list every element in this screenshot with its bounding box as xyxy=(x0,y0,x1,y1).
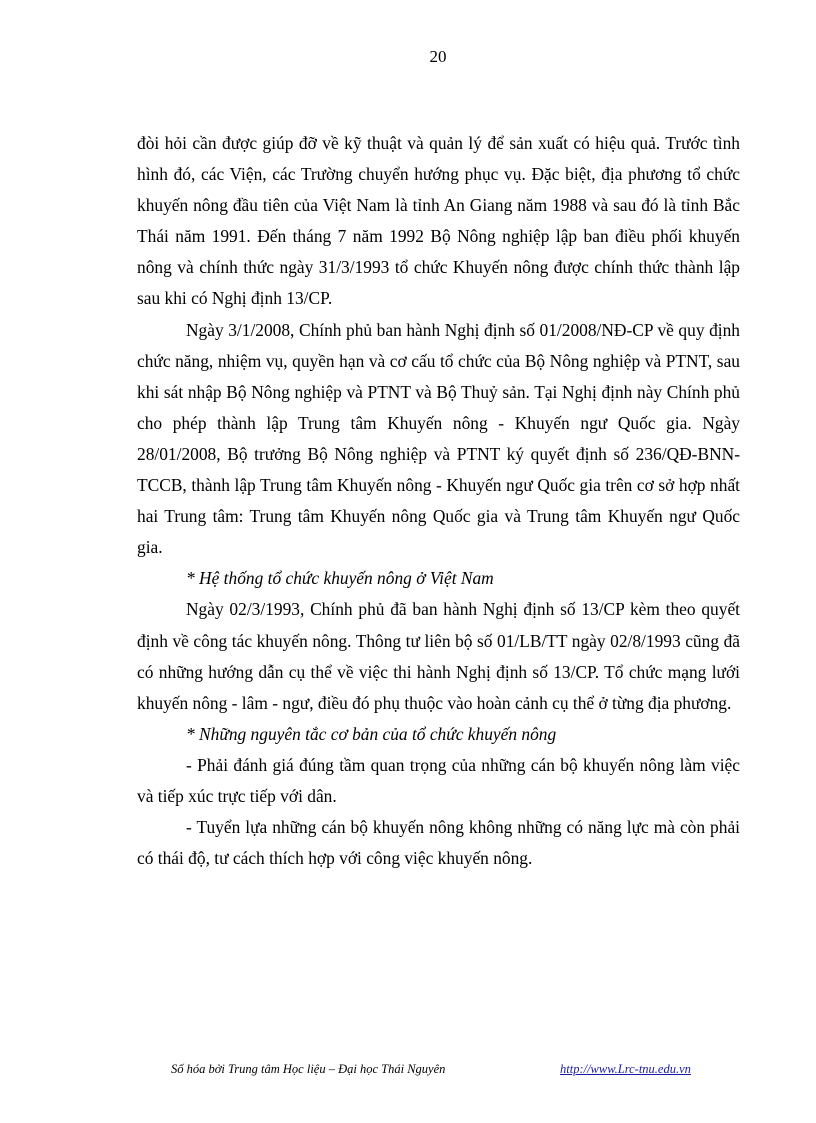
page-number: 20 xyxy=(429,47,447,66)
footer-website-link[interactable]: http://www.Lrc-tnu.edu.vn xyxy=(560,1062,691,1076)
section-heading-principles: * Những nguyên tắc cơ bản của tổ chức khuyến nông xyxy=(186,723,557,744)
list-item-principle-2: - Tuyển lựa những cán bộ khuyến nông không những có năng lực mà còn phải có thái độ, tư cách thích hợp với công việc khuyến nông. xyxy=(137,817,740,869)
document-body xyxy=(137,128,740,874)
section-heading-extension-system: * Hệ thống tổ chức khuyến nông ở Việt Nam xyxy=(186,568,494,589)
page-footer xyxy=(0,1060,816,1080)
footer-digitization-credit: Số hóa bởi Trung tâm Học liệu – Đại học Thái Nguyên xyxy=(171,1062,446,1076)
list-item-principle-1: - Phải đánh giá đúng tầm quan trọng của những cán bộ khuyến nông làm việc và tiếp xúc trực tiếp với dân. xyxy=(137,754,740,806)
paragraph-decree-1993: Ngày 02/3/1993, Chính phủ đã ban hành Nghị định số 13/CP kèm theo quyết định về công tác khuyến nông. Thông tư liên bộ số 01/LB/TT ngày 02/8/1993 cũng đã có những hướng dẫn cụ thể về việc thi hành Nghị định số 13/CP. Tổ chức mạng lưới khuyến nông - lâm - ngư, điều đó phụ thuộc vào hoàn cảnh cụ thể ở từng địa phương. xyxy=(137,599,740,713)
paragraph-decree-2008: Ngày 3/1/2008, Chính phủ ban hành Nghị định số 01/2008/NĐ-CP về quy định chức năng, nhiệm vụ, quyền hạn và cơ cấu tổ chức của Bộ Nông nghiệp và PTNT, sau khi sát nhập Bộ Nông nghiệp và PTNT và Bộ Thuỷ sản. Tại Nghị định này Chính phủ cho phép thành lập Trung tâm Khuyến nông - Khuyến ngư Quốc gia. Ngày 28/01/2008, Bộ trưởng Bộ Nông nghiệp và PTNT ký quyết định số 236/QĐ-BNN-TCCB, thành lập Trung tâm Khuyến nông - Khuyến ngư Quốc gia trên cơ sở hợp nhất hai Trung tâm: Trung tâm Khuyến nông Quốc gia và Trung tâm Khuyến ngư Quốc gia. xyxy=(137,319,740,558)
paragraph-continuation: đòi hỏi cần được giúp đỡ về kỹ thuật và quản lý để sản xuất có hiệu quả. Trước tình hình đó, các Viện, các Trường chuyển hướng phục vụ. Đặc biệt, địa phương tổ chức khuyến nông đầu tiên của Việt Nam là tỉnh An Giang năm 1988 và sau đó là tỉnh Bắc Thái năm 1991. Đến tháng 7 năm 1992 Bộ Nông nghiệp lập ban điều phối khuyến nông và chính thức ngày 31/3/1993 tổ chức Khuyến nông được chính thức thành lập sau khi có Nghị định 13/CP. xyxy=(137,133,740,309)
